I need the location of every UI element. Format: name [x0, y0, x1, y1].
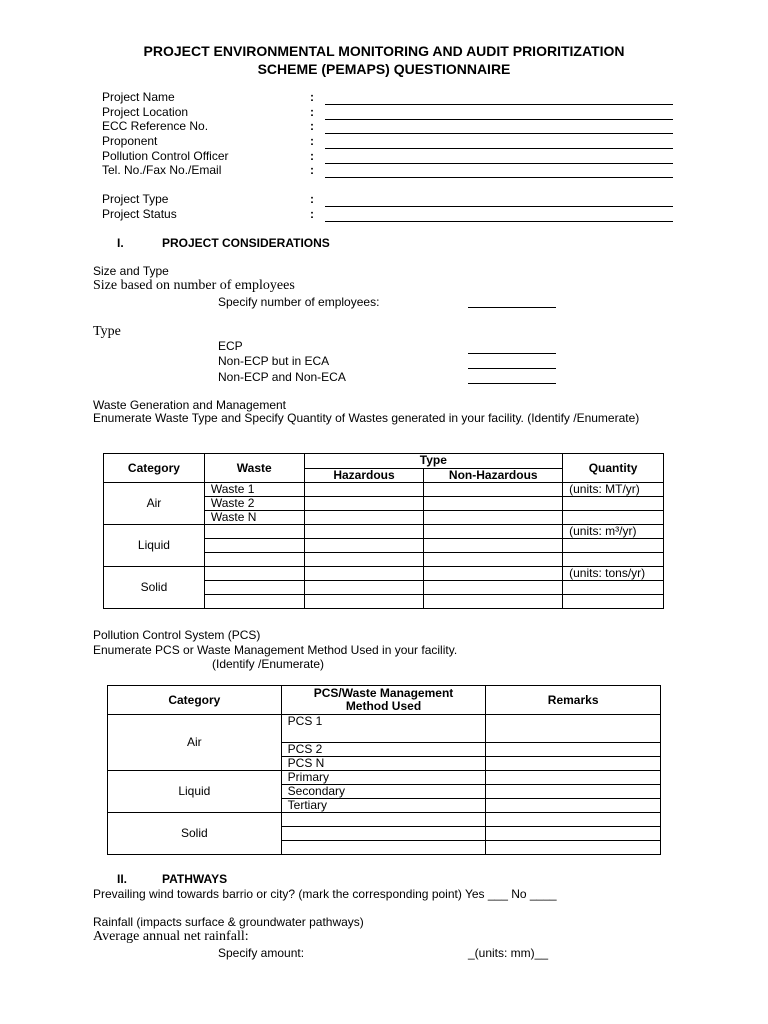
waste-cell[interactable]: Waste N [204, 511, 304, 525]
waste-category-liquid: Liquid [104, 525, 205, 567]
project-location-input-line[interactable] [325, 119, 673, 120]
pcs-remarks-cell[interactable] [486, 743, 661, 757]
section2-numeral: II. [117, 872, 128, 886]
hazardous-cell[interactable] [304, 581, 424, 595]
table-row [104, 483, 664, 497]
quantity-cell[interactable] [563, 511, 664, 525]
pcs-method-cell[interactable]: PCS N [281, 757, 486, 771]
type-option-non-ecp-eca: Non-ECP but in ECA [218, 354, 330, 368]
pcs-remarks-cell[interactable] [486, 813, 661, 827]
pcs-method-cell[interactable] [281, 827, 486, 841]
pcs-method-cell[interactable]: Secondary [281, 785, 486, 799]
type-heading: Type [93, 324, 121, 339]
field-colon: : [310, 192, 314, 206]
pollution-control-officer-input-line[interactable] [325, 163, 673, 164]
waste-cell[interactable]: Waste 2 [204, 497, 304, 511]
pcs-heading: Pollution Control System (PCS) [93, 628, 261, 642]
quantity-cell[interactable] [563, 539, 664, 553]
waste-header-non-hazardous: Non-Hazardous [424, 468, 563, 483]
rainfall-heading: Rainfall (impacts surface & groundwater pathways) [93, 915, 364, 929]
type-ecp-input-line[interactable] [468, 353, 556, 354]
size-employees-heading: Size based on number of employees [93, 278, 295, 293]
field-colon: : [310, 119, 314, 133]
waste-category-solid: Solid [104, 567, 205, 609]
document-title-line1: PROJECT ENVIRONMENTAL MONITORING AND AUDIT PRIORITIZATION [143, 43, 625, 59]
table-row [104, 525, 664, 539]
field-label-project-location: Project Location [102, 105, 189, 119]
waste-instructions: Enumerate Waste Type and Specify Quantity of Wastes generated in your facility. (Identify /Enumerate) [93, 411, 640, 425]
waste-table [103, 453, 664, 609]
waste-cell[interactable]: Waste 1 [204, 483, 304, 497]
hazardous-cell[interactable] [304, 595, 424, 609]
document-title-line2: SCHEME (PEMAPS) QUESTIONNAIRE [257, 61, 511, 77]
hazardous-cell[interactable] [304, 497, 424, 511]
field-colon: : [310, 207, 314, 221]
employees-input-line[interactable] [468, 307, 556, 308]
waste-header-category: Category [104, 454, 205, 483]
pcs-method-cell[interactable]: Primary [281, 771, 486, 785]
pcs-identify: (Identify /Enumerate) [212, 657, 325, 671]
waste-header-quantity: Quantity [563, 454, 664, 483]
quantity-cell[interactable]: (units: tons/yr) [563, 567, 664, 581]
field-label-project-name: Project Name [102, 90, 175, 104]
pcs-header-method-line2: Method Used [345, 699, 422, 713]
waste-cell[interactable] [204, 595, 304, 609]
waste-cell[interactable] [204, 581, 304, 595]
waste-cell[interactable] [204, 553, 304, 567]
field-label-proponent: Proponent [102, 134, 158, 148]
quantity-cell[interactable] [563, 497, 664, 511]
pcs-header-category: Category [108, 686, 282, 715]
non-hazardous-cell[interactable] [424, 553, 563, 567]
hazardous-cell[interactable] [304, 511, 424, 525]
quantity-cell[interactable] [563, 595, 664, 609]
project-name-input-line[interactable] [325, 104, 673, 105]
non-hazardous-cell[interactable] [424, 539, 563, 553]
section1-heading: PROJECT CONSIDERATIONS [162, 236, 330, 250]
pcs-category-solid: Solid [108, 813, 282, 855]
field-colon: : [310, 163, 314, 177]
pcs-category-air: Air [108, 715, 282, 771]
specify-employees-label: Specify number of employees: [218, 295, 380, 309]
pcs-method-cell[interactable] [281, 813, 486, 827]
hazardous-cell[interactable] [304, 567, 424, 581]
project-type-input-line[interactable] [325, 206, 673, 207]
pcs-method-cell[interactable]: Tertiary [281, 799, 486, 813]
non-hazardous-cell[interactable] [424, 567, 563, 581]
pcs-remarks-cell[interactable] [486, 757, 661, 771]
field-label-ecc-reference: ECC Reference No. [102, 119, 209, 133]
type-option-non-ecp-non-eca: Non-ECP and Non-ECA [218, 370, 346, 384]
field-colon: : [310, 105, 314, 119]
proponent-input-line[interactable] [325, 148, 673, 149]
pcs-header-method [281, 686, 486, 715]
quantity-cell[interactable] [563, 581, 664, 595]
waste-heading: Waste Generation and Management [93, 398, 287, 412]
pcs-header-remarks: Remarks [486, 686, 661, 715]
pcs-remarks-cell[interactable] [486, 799, 661, 813]
hazardous-cell[interactable] [304, 525, 424, 539]
quantity-cell[interactable]: (units: MT/yr) [563, 483, 664, 497]
table-row [104, 567, 664, 581]
field-label-project-type: Project Type [102, 192, 169, 206]
non-hazardous-cell[interactable] [424, 511, 563, 525]
wind-question: Prevailing wind towards barrio or city? (mark the corresponding point) Yes ___ No ____ [93, 887, 557, 901]
project-status-input-line[interactable] [325, 221, 673, 222]
section1-numeral: I. [117, 236, 124, 250]
pcs-category-liquid: Liquid [108, 771, 282, 813]
field-label-contact: Tel. No./Fax No./Email [102, 163, 222, 177]
type-non-ecp-eca-input-line[interactable] [468, 368, 556, 369]
quantity-cell[interactable]: (units: m³/yr) [563, 525, 664, 539]
non-hazardous-cell[interactable] [424, 581, 563, 595]
waste-cell[interactable] [204, 525, 304, 539]
pcs-remarks-cell[interactable] [486, 841, 661, 855]
pcs-table [107, 685, 661, 855]
specify-amount-label: Specify amount: [218, 946, 305, 960]
type-option-ecp: ECP [218, 339, 243, 353]
pcs-method-cell[interactable]: PCS 2 [281, 743, 486, 757]
field-label-pollution-control-officer: Pollution Control Officer [102, 149, 229, 163]
hazardous-cell[interactable] [304, 539, 424, 553]
pcs-remarks-cell[interactable] [486, 827, 661, 841]
waste-header-waste: Waste [204, 454, 304, 483]
field-label-project-status: Project Status [102, 207, 177, 221]
pcs-remarks-cell[interactable] [486, 785, 661, 799]
table-row [108, 771, 661, 785]
hazardous-cell[interactable] [304, 553, 424, 567]
waste-category-air: Air [104, 483, 205, 525]
table-row [108, 715, 661, 743]
waste-cell[interactable] [204, 539, 304, 553]
waste-header-hazardous: Hazardous [304, 468, 424, 483]
ecc-reference-input-line[interactable] [325, 133, 673, 134]
type-non-ecp-non-eca-input-line[interactable] [468, 383, 556, 384]
non-hazardous-cell[interactable] [424, 595, 563, 609]
pcs-method-cell[interactable]: PCS 1 [281, 715, 486, 743]
pcs-remarks-cell[interactable] [486, 715, 661, 743]
pcs-method-cell[interactable] [281, 841, 486, 855]
hazardous-cell[interactable] [304, 483, 424, 497]
rainfall-subheading: Average annual net rainfall: [93, 929, 249, 944]
field-colon: : [310, 90, 314, 104]
rainfall-units-field[interactable]: _(units: mm)__ [468, 946, 549, 960]
non-hazardous-cell[interactable] [424, 525, 563, 539]
pcs-header-method-line1: PCS/Waste Management [313, 686, 454, 700]
field-colon: : [310, 149, 314, 163]
waste-cell[interactable] [204, 567, 304, 581]
field-colon: : [310, 134, 314, 148]
waste-header-type: Type [304, 454, 563, 469]
size-type-label: Size and Type [93, 264, 169, 278]
contact-input-line[interactable] [325, 177, 673, 178]
section2-heading: PATHWAYS [162, 872, 228, 886]
quantity-cell[interactable] [563, 553, 664, 567]
pcs-instruction: Enumerate PCS or Waste Management Method Used in your facility. [93, 643, 458, 657]
pcs-remarks-cell[interactable] [486, 771, 661, 785]
non-hazardous-cell[interactable] [424, 483, 563, 497]
table-row [108, 813, 661, 827]
non-hazardous-cell[interactable] [424, 497, 563, 511]
